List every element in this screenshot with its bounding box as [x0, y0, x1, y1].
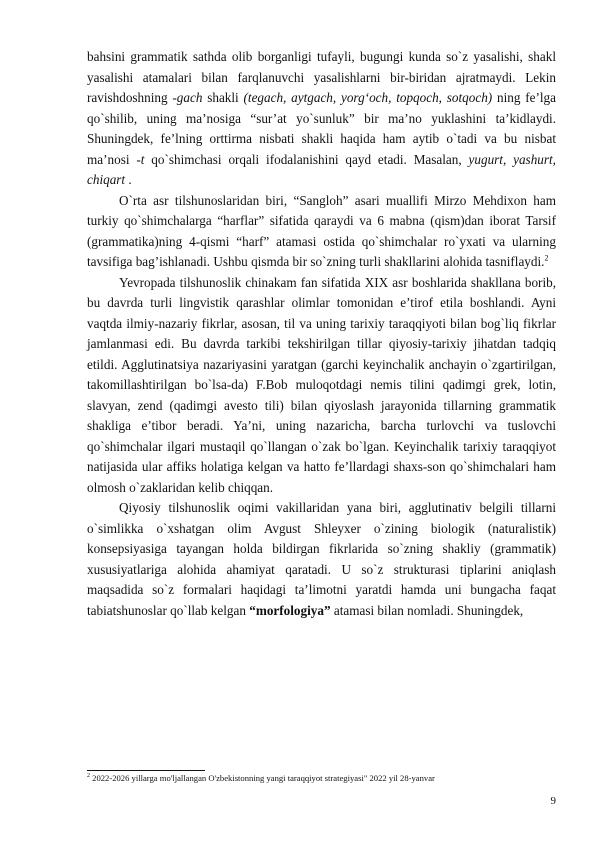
text-run: Yevropada tilshunoslik chinakam fan sifatida XIX asr boshlarida shakllana borib, bu davrda turli lingvistik qarashlar olimlar tomonidan e’tirof etila boshlandi. Ayni vaqtda ilmiy-nazariy fikrlar, asosan, til va uning tarixiy taraqqiyoti bilan bog`liq fikrlar jamlanmasi edi. Bu davrda tarkibi tekshirilgan tillar qiyosiy-tarixiy jihatdan tadqiq etildi. Agglutinatsiya nazariyasini yaratgan (garchi keyinchalik anchayin o`zgartirilgan, takomillashtirilgan bo`lsa-da) F.Bob muloqotdagi nemis tilini qadimgi grek, lotin, slavyan, zend (qadimgi avesto tili) bilan qiyoslash jarayonida tillarning grammatik shakliga e’tibor beradi. Ya’ni, uning nazaricha, barcha turlovchi va tuslovchi qo`shimchalar ilgari mustaqil qo`llangan o`zak bo`lgan. Keyinchalik tarixiy taraqqiyot natijasida ular affiks holatiga kelgan va hatto fe’llardagi shaxs-son qo`shimchalari ham olmosh o`zaklaridan kelib chiqqan.	[87, 274, 556, 495]
paragraph-4	[87, 498, 556, 621]
text-run: qo`shimchasi orqali ifodalanishini qayd etadi. Masalan,	[144, 151, 469, 167]
body-text	[87, 47, 556, 621]
text-run: Qiyosiy tilshunoslik oqimi vakillaridan yana biri, agglutinativ belgili tillarni o`simlikka o`xshatgan olim Avgust Shleyxer o`zining biologik (naturalistik) konsepsiyasiga tayangan holda bildirgan fikrlarida so`zning shakliy (grammatik) xususiyatlariga alohida ahamiyat qaratadi. U so`z strukturasi tiplarini aniqlash maqsadida so`z formalari haqidagi ta’limotni yaratdi hamda uni bungacha faqat tabiatshunoslar qo`llab kelgan	[87, 500, 556, 618]
footnote-separator	[87, 770, 205, 771]
text-run: bahsini grammatik sathda olib borganligi tufayli, bugungi kunda so`z yasalishi, shakl yasalishi atamalari bilan farqlanuvchi yasalishlarni bir-biridan ajratmaydi. Lekin ravishdoshning	[87, 49, 556, 105]
footnote-number: 2	[87, 773, 90, 780]
text-run: shakli	[202, 90, 244, 105]
bold-term: “morfologiya”	[249, 602, 331, 618]
footnote	[87, 773, 556, 784]
footnote-text: 2022-2026 yillarga mo'ljallangan O'zbekistonning yangi taraqqiyot strategiyasi" 2022 yil 28-yanvar	[90, 773, 435, 783]
footnote-reference[interactable]: 2	[544, 253, 549, 263]
text-run: O`rta asr tilshunoslaridan biri, “Sangloh” asari muallifi Mirzo Mehdixon ham turkiy qo`shimchalarga “harflar” sifatida qaraydi va 6 mabna (qism)dan iborat Tarsif (grammatika)ning 4-qismi “harf” atamasi ostida qo`shimchalar ro`yxati va ularning tavsifiga bag’ishlanadi. Ushbu qismda bir so`zning turli shakllarini alohida tasniflaydi.	[87, 192, 556, 269]
paragraph-3	[87, 273, 556, 499]
page-number: 9	[550, 795, 556, 807]
text-run: .	[125, 172, 132, 187]
italic-suffix: -t	[136, 151, 145, 167]
italic-examples: yugurt, yashurt, chiqart	[87, 151, 556, 187]
text-run: ning fe’lga qo`shilib, uning ma’nosiga “sur’at yo`sunluk” bir ma’no yuklashini ta’kidlaydi. Shuningdek, fe’lning orttirma nisbati shakli haqida ham aytib o`tadi va bu nisbat ma’nosi	[87, 90, 556, 167]
italic-suffix: -gach	[172, 90, 203, 105]
text-run: atamasi bilan nomladi. Shuningdek,	[330, 602, 524, 618]
italic-examples: (tegach, aytgach, yorg‘och, topqoch, sotqoch)	[243, 90, 493, 105]
paragraph-2	[87, 191, 556, 273]
paragraph-1	[87, 47, 556, 191]
